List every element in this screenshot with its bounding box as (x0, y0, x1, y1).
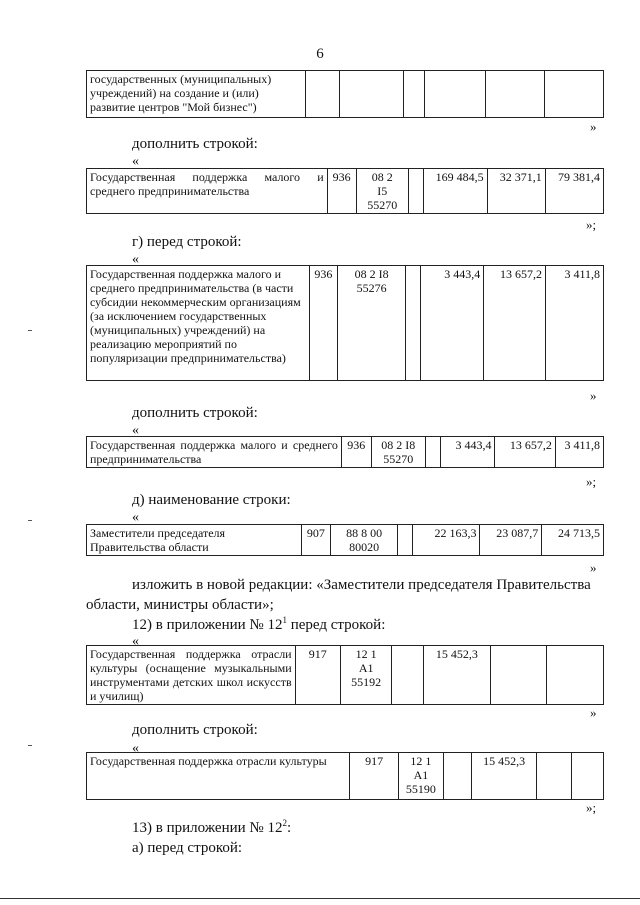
code-line: 55270 (367, 198, 398, 212)
table-row4 (86, 524, 604, 556)
code-line: 12 1 (355, 647, 377, 661)
desc-line: учреждений) на создание и (или) (90, 86, 259, 100)
table-cell-value: 13 657,2 (484, 266, 546, 381)
table-cell-target (338, 266, 406, 381)
table-cell-target (330, 525, 398, 556)
table-row (87, 753, 604, 800)
table-cell (485, 71, 544, 118)
table-cell (491, 646, 546, 705)
add-row-text: дополнить строкой: (132, 405, 258, 421)
desc-line: государственных (муниципальных) (90, 72, 272, 86)
table-cell (544, 71, 603, 118)
table-cell-code: 917 (350, 753, 399, 800)
open-quote: « (132, 423, 139, 438)
code-line: A1 (358, 661, 374, 675)
code-line: 08 2 (371, 170, 393, 184)
scan-mark (28, 745, 32, 746)
table-row3 (86, 436, 604, 468)
table-cell-value: 3 443,4 (441, 437, 495, 468)
scan-mark (28, 520, 32, 521)
table-cell-target (399, 753, 444, 800)
table-row (87, 266, 604, 381)
table-cell-code: 907 (301, 525, 330, 556)
item-13-prefix: 13) в приложении № 12 (132, 820, 283, 836)
table-row5 (86, 645, 604, 705)
page-number: 6 (316, 46, 324, 62)
table-cell (425, 437, 440, 468)
add-row-text: дополнить строкой: (132, 136, 258, 152)
code-line: 55190 (405, 782, 436, 796)
code-line: 80020 (349, 540, 380, 554)
code-line: 55270 (383, 452, 414, 466)
add-row-text: дополнить строкой: (132, 722, 258, 738)
item-12-sup: 1 (282, 615, 287, 625)
table-top-fragment (86, 70, 604, 118)
table-cell (398, 525, 413, 556)
table-cell-code: 936 (341, 437, 371, 468)
item-g: г) перед строкой: (132, 234, 242, 250)
close-quote: » (590, 388, 597, 403)
new-edition-line2: области, министры области»; (86, 597, 274, 613)
code-line: 88 8 00 (346, 526, 383, 540)
item-13-sup: 2 (282, 818, 287, 828)
close-quote: » (590, 119, 597, 134)
table-row (87, 169, 604, 214)
table-cell-value: 15 452,3 (471, 753, 537, 800)
open-quote: « (132, 741, 139, 756)
item-12-suffix: перед строкой: (286, 617, 386, 633)
scan-mark (28, 330, 32, 331)
table-cell (392, 646, 423, 705)
table-cell-value: 3 411,8 (546, 266, 604, 381)
table-row (87, 71, 604, 118)
page-bottom-edge (0, 898, 640, 899)
table-cell-value: 32 371,1 (487, 169, 545, 214)
table-cell (443, 753, 471, 800)
close-quote-semicolon: »; (586, 217, 597, 232)
close-quote: » (590, 705, 597, 720)
open-quote: « (132, 634, 139, 649)
table-cell-desc: Государственная поддержка отрасли культуры (87, 753, 350, 800)
table-cell-desc: Государственная поддержка малого и среднего предпринимательства (87, 437, 342, 468)
code-line: 12 1 (410, 754, 432, 768)
table-cell (546, 646, 603, 705)
open-quote: « (132, 154, 139, 169)
table-row (87, 437, 604, 468)
code-line: 08 2 I8 (381, 438, 416, 452)
table-cell-value: 13 657,2 (495, 437, 555, 468)
table-cell-desc: Заместители председателя Правительства области (87, 525, 302, 556)
table-cell (339, 71, 404, 118)
close-quote-semicolon: »; (586, 474, 597, 489)
table-cell-desc: Государственная поддержка малого и среднего предпринимательства (87, 169, 328, 214)
table-cell-value: 23 087,7 (480, 525, 542, 556)
table-cell-target (356, 169, 408, 214)
table-cell-value: 24 713,5 (542, 525, 604, 556)
table-cell-value: 3 411,8 (555, 437, 603, 468)
table-cell-value: 15 452,3 (423, 646, 491, 705)
code-line: 55192 (351, 675, 382, 689)
table-row6 (86, 752, 604, 800)
table-cell-desc: Государственная поддержка малого и среднего предпринимательства (в части субсидии некоммерческим организациям (за исключением государственных (муниципальных) учреждений) на реализацию мероприятий по популяризации предпринимательства) (87, 266, 310, 381)
table-cell (404, 71, 424, 118)
item-13a: а) перед строкой: (132, 840, 243, 856)
code-line: 08 2 I8 (354, 267, 389, 281)
item-13-suffix: : (286, 820, 292, 836)
code-line: I5 (377, 184, 388, 198)
table-row (87, 646, 604, 705)
close-quote-semicolon: »; (586, 800, 597, 815)
table-row2 (86, 265, 604, 381)
item-12-prefix: 12) в приложении № 12 (132, 617, 283, 633)
table-cell-value: 22 163,3 (413, 525, 480, 556)
table-cell-target (340, 646, 391, 705)
desc-line: развитие центров "Мой бизнес") (90, 100, 257, 114)
table-cell (537, 753, 571, 800)
table-cell-value: 79 381,4 (545, 169, 603, 214)
table-cell-code: 936 (309, 266, 338, 381)
table-cell (424, 71, 485, 118)
table-cell (409, 169, 424, 214)
table-cell-target (371, 437, 425, 468)
table-cell (305, 71, 339, 118)
code-line: 55276 (356, 281, 387, 295)
table-cell-code: 917 (295, 646, 340, 705)
table-cell-desc (87, 71, 306, 118)
item-12 (132, 615, 385, 635)
code-line: A1 (413, 768, 429, 782)
open-quote: « (132, 510, 139, 525)
item-13 (132, 818, 291, 838)
table-cell-code: 936 (327, 169, 356, 214)
table-row1 (86, 168, 604, 214)
close-quote: » (590, 560, 597, 575)
table-row (87, 525, 604, 556)
table-cell (405, 266, 420, 381)
item-d: д) наименование строки: (132, 492, 291, 508)
open-quote: « (132, 252, 139, 267)
table-cell-desc: Государственная поддержка отрасли культуры (оснащение музыкальными инструментами детских школ искусств и училищ) (87, 646, 296, 705)
table-cell-value: 3 443,4 (420, 266, 484, 381)
table-cell-value: 169 484,5 (423, 169, 487, 214)
new-edition-line1: изложить в новой редакции: «Заместители председателя Правительства (132, 577, 591, 593)
table-cell (571, 753, 603, 800)
